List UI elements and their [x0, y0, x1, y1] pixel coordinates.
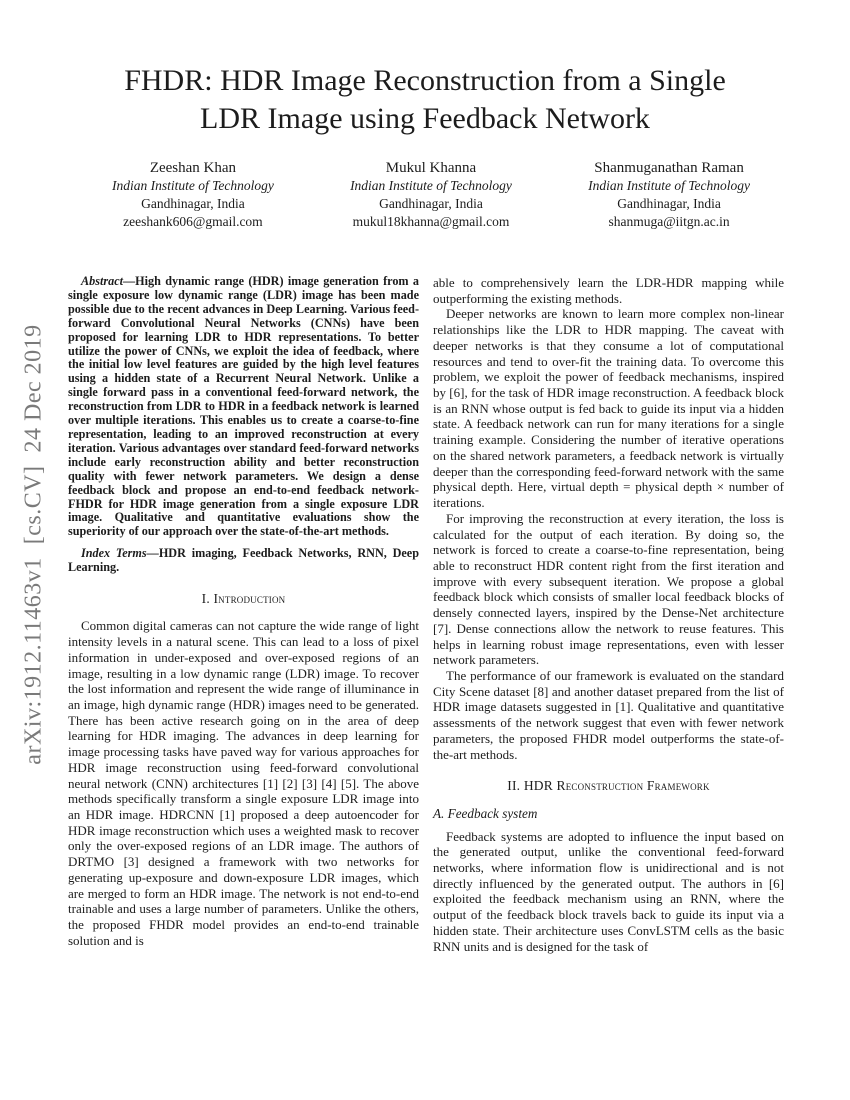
- section-heading-introduction: I. Introduction: [201, 591, 286, 607]
- author-email: shanmuga@iitgn.ac.in: [608, 214, 730, 229]
- section-heading-framework: II. HDR Reconstruction Framework: [507, 778, 710, 794]
- authors-row: [112, 159, 750, 231]
- two-column-body: [68, 275, 784, 954]
- index-terms: [68, 547, 419, 575]
- author-affiliation: Indian Institute of Technology: [112, 178, 274, 193]
- intro-paragraph: Common digital cameras can not capture the wide range of light intensity levels in a natural scene. This can lead to a loss of pixel information in under-exposed and over-exposed regions of an image, resulting in a low dynamic range (LDR) image. To recover the lost information and represent the wide range of illuminance in an image, high dynamic range (HDR) images need to be generated. There has been active research going on in the area of deep learning for HDR imaging. The advances in deep learning for image processing tasks have paved way for various approaches for HDR image reconstruction using feed-forward convolutional neural network (CNN) architectures [1] [2] [3] [4] [5]. The above methods specifically transform a single exposure LDR image into an HDR image. HDRCNN [1] proposed a deep autoencoder for HDR image reconstruction which uses a weighted mask to recover only the over-exposed regions of an LDR image. The authors of DRTMO [3] designed a framework with two networks for generating up-exposure and down-exposure LDR images, which are merged to form an HDR image. The network is not end-to-end trainable and uses a large number of parameters. Unlike the others, the proposed FHDR model provides an end-to-end trainable solution and is: [68, 618, 419, 948]
- author-block: [112, 159, 274, 231]
- right-column: [433, 275, 784, 954]
- author-name: Mukul Khanna: [385, 160, 477, 176]
- author-email: zeeshank606@gmail.com: [123, 214, 263, 229]
- abstract-label: Abstract—: [81, 274, 136, 288]
- author-location: Gandhinagar, India: [379, 196, 483, 211]
- author-block: [350, 159, 512, 231]
- abstract-paragraph: [68, 275, 419, 539]
- index-terms-label: Index Terms—: [81, 546, 159, 561]
- index-terms-text: HDR imaging, Feedback Networks, RNN, Deep Learning.: [68, 546, 419, 575]
- subsection-heading-feedback-system: A. Feedback system: [433, 805, 538, 821]
- author-affiliation: Indian Institute of Technology: [350, 178, 512, 193]
- paper-title: FHDR: HDR Image Reconstruction from a Single LDR Image using Feedback Network: [124, 64, 726, 135]
- arxiv-watermark: arXiv:1912.11463v1 [cs.CV] 24 Dec 2019: [20, 324, 47, 765]
- author-email: mukul18khanna@gmail.com: [352, 214, 510, 229]
- abstract-text: High dynamic range (HDR) image generation from a single exposure low dynamic range (LDR) image has been made possible due to the recent advances in Deep Learning. Various feed-forward Convolutional Neural Networks (CNNs) have been proposed for learning LDR to HDR representations. To better utilize the power of CNNs, we exploit the idea of feedback, where the initial low level features are guided by the high level features using a hidden state of a Recurrent Neural Network. Unlike a single forward pass in a conventional feed-forward network, the reconstruction from LDR to HDR in a feedback network is learned over multiple iterations. This enables us to create a coarse-to-fine representation, leading to an improved reconstruction at every iteration. Various advantages over standard feed-forward networks include early reconstruction ability and better reconstruction quality with fewer network parameters. We design a dense feedback block and propose an end-to-end feedback network- FHDR for HDR image generation from a single exposure LDR image. Qualitative and quantitative evaluations show the superiority of our approach over the state-of-the-art methods.: [68, 274, 419, 539]
- author-location: Gandhinagar, India: [617, 196, 721, 211]
- author-name: Shanmuganathan Raman: [594, 160, 744, 176]
- body-paragraph: For improving the reconstruction at every iteration, the loss is calculated for the output of each iteration. By doing so, the network is forced to create a coarse-to-fine representation, being able to reconstruct HDR content right from the first iteration and improve with every subsequent iteration. We propose a global feedback block which consists of smaller local feedback blocks of densely connected layers, inspired by the Dense-Net architecture [7]. Dense connections allow the network to reuse features. This helps in learning robust image representations, even with lesser network parameters.: [433, 510, 784, 668]
- left-column: [68, 275, 419, 954]
- body-paragraph: able to comprehensively learn the LDR-HDR mapping while outperforming the existing methods.: [433, 275, 784, 306]
- body-paragraph: The performance of our framework is evaluated on the standard City Scene dataset [8] and another dataset prepared from the list of HDR image datasets suggested in [1]. Qualitative and quantitative assessments of the network suggest that even with fewer network parameters, the proposed FHDR model outperforms the state-of-the-art methods.: [433, 667, 784, 762]
- author-affiliation: Indian Institute of Technology: [588, 178, 750, 193]
- body-paragraph: Deeper networks are known to learn more complex non-linear relationships like the LDR to HDR mapping. The caveat with deeper networks is that they consume a lot of computational resources and tend to over-fit the training data. To overcome this problem, we exploit the power of feedback mechanisms, inspired by [6], for the task of HDR image reconstruction. A feedback block is an RNN whose output is fed back to guide its input via a hidden state. A feedback network can run for many iterations for a single training example. Considering the number of iterative operations on the shared network parameters, a feedback network is virtually deeper than the corresponding feed-forward network with the same physical depth. Here, virtual depth = physical depth × number of iterations.: [433, 306, 784, 511]
- author-block: [588, 159, 750, 231]
- author-location: Gandhinagar, India: [141, 196, 245, 211]
- body-paragraph: Feedback systems are adopted to influence the input based on the generated output, unlike the conventional feed-forward networks, where information flow is unidirectional and is not directly influenced by the generated output. The authors in [6] exploited the feedback mechanism using an RNN, where the output of the feedback block travels back to guide its input via a hidden state. Their architecture uses ConvLSTM cells as the basic RNN units and is designed for the task of: [433, 828, 784, 954]
- author-name: Zeeshan Khan: [149, 160, 237, 176]
